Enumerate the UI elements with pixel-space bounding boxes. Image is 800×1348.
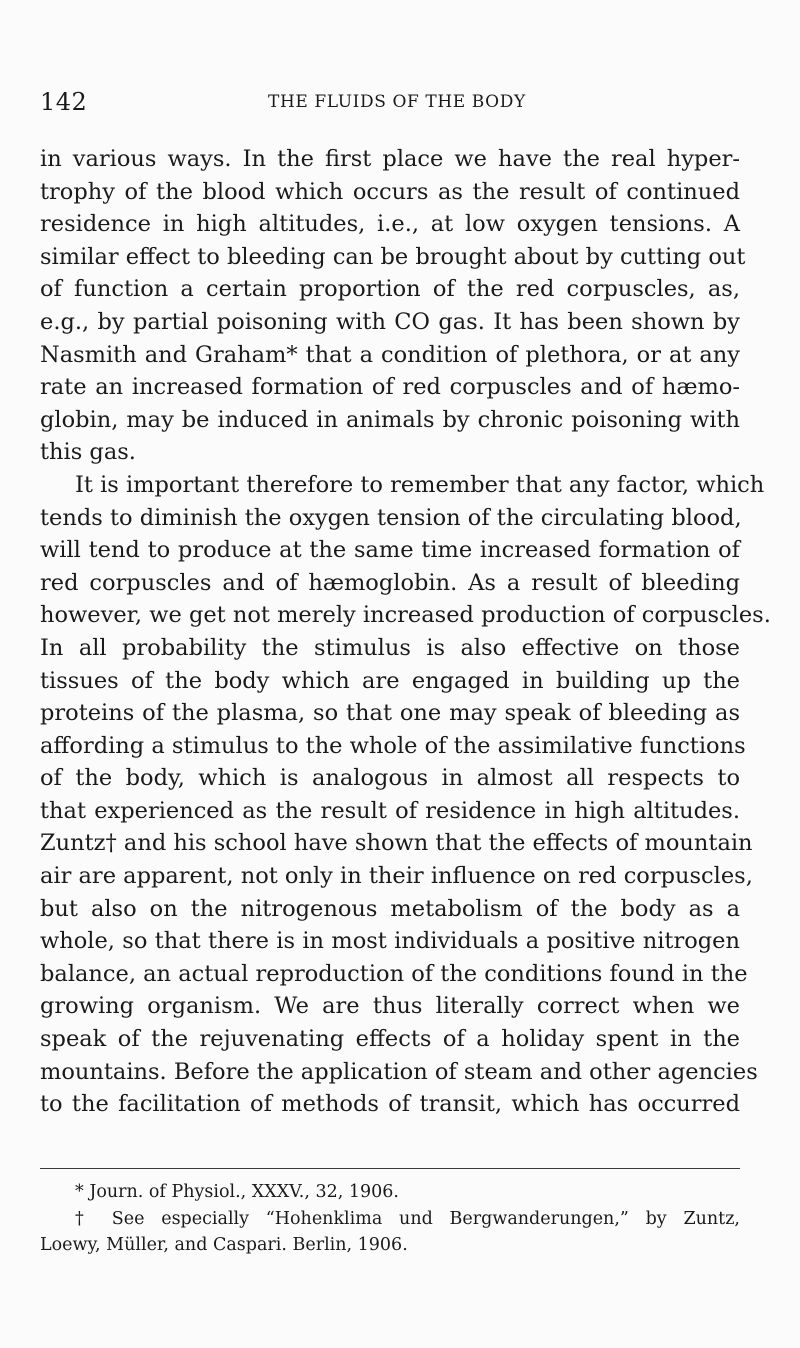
text-line: in various ways. In the first place we have the real hyper- [40, 146, 740, 172]
footnote-2-continuation: Loewy, Müller, and Caspari. Berlin, 1906. [40, 1235, 408, 1255]
text-line: speak of the rejuvenating effects of a holiday spent in the [40, 1026, 740, 1053]
text-line: of function a certain proportion of the red corpuscles, as, [40, 276, 740, 303]
body-text [40, 143, 771, 1121]
text-line: similar effect to bleeding can be brought about by cutting out [40, 243, 746, 270]
text-line: that experienced as the result of residence in high altitudes. [40, 797, 740, 824]
text-line: air are apparent, not only in their influence on red corpuscles, [40, 863, 753, 890]
text-line: affording a stimulus to the whole of the assimilative functions [40, 732, 746, 759]
text-line: will tend to produce at the same time increased formation of [40, 537, 740, 564]
text-line: this gas. [40, 439, 136, 466]
text-line: growing organism. We are thus literally correct when we [40, 993, 740, 1020]
text-line: In all probability the stimulus is also effective on those [40, 634, 740, 661]
text-line: proteins of the plasma, so that one may speak of bleeding as [40, 700, 740, 727]
text-line: mountains. Before the application of steam and other agencies [40, 1058, 758, 1085]
footnotes [40, 1179, 740, 1259]
text-line: rate an increased formation of red corpuscles and of hæmo- [40, 374, 740, 401]
text-line: globin, may be induced in animals by chronic poisoning with [40, 406, 740, 433]
text-line: e.g., by partial poisoning with CO gas. It has been shown by [40, 308, 740, 335]
text-line: to the facilitation of methods of transit, which has occurred [40, 1091, 740, 1118]
running-head [40, 88, 740, 118]
text-line: however, we get not merely increased production of corpuscles. [40, 602, 771, 629]
text-line: tissues of the body which are engaged in building up the [40, 667, 740, 694]
text-line: balance, an actual reproduction of the conditions found in the [40, 960, 748, 987]
footnote-divider [40, 1168, 740, 1169]
text-line: whole, so that there is in most individuals a positive nitrogen [40, 928, 740, 955]
text-line: residence in high altitudes, i.e., at low oxygen tensions. A [40, 211, 740, 238]
text-line: Zuntz† and his school have shown that the effects of mountain [40, 830, 753, 857]
running-title: THE FLUIDS OF THE BODY [268, 92, 526, 112]
text-line: trophy of the blood which occurs as the result of continued [40, 178, 740, 205]
text-line: but also on the nitrogenous metabolism of the body as a [40, 895, 740, 922]
text-line: red corpuscles and of hæmoglobin. As a result of bleeding [40, 569, 740, 596]
text-line: tends to diminish the oxygen tension of the circulating blood, [40, 504, 742, 531]
text-line: Nasmith and Graham* that a condition of plethora, or at any [40, 341, 740, 368]
footnote-2: † See especially “Hohenklima und Bergwanderungen,” by Zuntz, [75, 1208, 740, 1229]
page-number: 142 [40, 88, 88, 116]
footnote-1: * Journ. of Physiol., XXXV., 32, 1906. [75, 1182, 399, 1202]
paragraph-first-line: It is important therefore to remember that any factor, which [75, 471, 765, 498]
text-line: of the body, which is analogous in almost all respects to [40, 765, 740, 792]
